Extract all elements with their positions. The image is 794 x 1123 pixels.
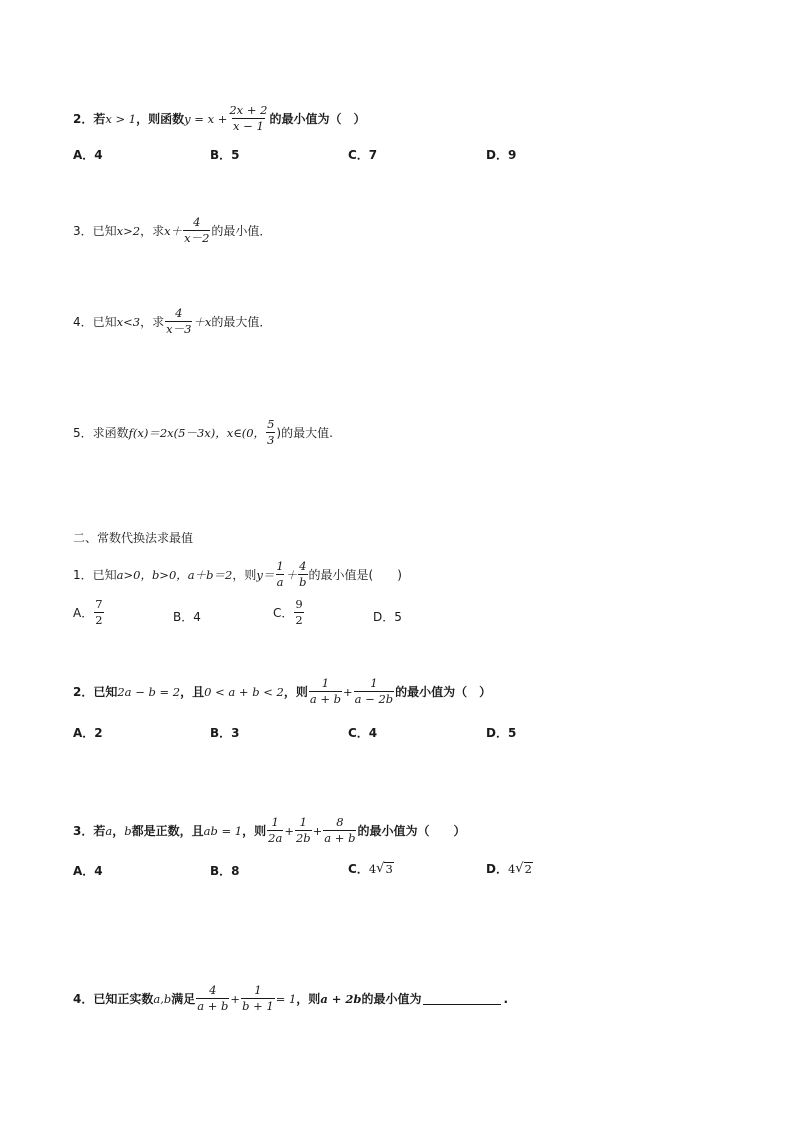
fraction-numerator: 4 (175, 306, 183, 320)
question-text: ，则 (232, 568, 257, 582)
fraction-denominator: x－3 (166, 322, 192, 336)
fraction-denominator: 2 (295, 613, 303, 627)
math-operator: + (284, 823, 294, 838)
math-variables: a,b (153, 991, 172, 1006)
question-text: ，则 (296, 992, 321, 1006)
radicand: 2 (524, 861, 532, 876)
fraction-denominator: 2a (268, 831, 283, 845)
math-operator: + (312, 823, 323, 838)
math-condition: 2a − b = 2 (117, 684, 181, 699)
fraction-numerator: 7 (95, 597, 103, 611)
fraction-denominator: x − 1 (233, 119, 264, 133)
answer-blank[interactable] (423, 992, 501, 1005)
fraction-denominator: a + b (324, 831, 356, 845)
option-c: C．7 (348, 148, 378, 162)
fraction-numerator: 2x + 2 (229, 103, 268, 117)
math-operator: + (230, 991, 241, 1006)
section2-question-2 (73, 677, 491, 706)
math-expression: x＋ (164, 223, 183, 238)
sqrt-icon: √ (376, 861, 385, 876)
question-text: 4．已知 (73, 315, 117, 329)
fraction-denominator: 2b (295, 831, 311, 845)
question-text: 5．求函数 (73, 426, 129, 440)
option-a: A．2 (73, 726, 103, 740)
math-equation: = 1 (275, 991, 297, 1006)
question-text: . (503, 991, 509, 1006)
math-interval: ，x∈(0， (215, 425, 266, 440)
math-function: f(x)＝2x(5－3x) (128, 425, 216, 440)
math-fraction (309, 677, 342, 706)
question-text: ，则 (283, 685, 308, 699)
fraction-denominator: 3 (267, 433, 275, 447)
fraction-numerator: 1 (370, 676, 378, 690)
option-c (273, 598, 305, 627)
math-fraction (354, 677, 394, 706)
question-text: ，则函数 (136, 112, 185, 126)
question-text: 的最小值． (211, 224, 272, 238)
math-expression: y＝ (256, 567, 275, 582)
fraction-numerator: 9 (295, 597, 303, 611)
math-condition: x<3 (116, 314, 141, 329)
math-fraction (295, 816, 312, 845)
section2-question-1 (73, 560, 402, 589)
fraction-numerator: 1 (321, 676, 330, 690)
question-3 (73, 216, 271, 245)
math-fraction (266, 418, 275, 447)
option-c (348, 860, 394, 877)
option-label: C． (348, 862, 369, 876)
question-text: 都是正数，且 (131, 824, 204, 838)
question-text: 的最小值为（ ） (357, 824, 466, 838)
fraction-numerator: 1 (276, 559, 284, 573)
option-a: A．4 (73, 148, 103, 162)
math-condition: x>2 (116, 223, 141, 238)
question-4 (73, 307, 271, 336)
question-text: ，且 (180, 685, 205, 699)
question-2 (73, 104, 365, 133)
fraction-denominator: a − 2b (354, 692, 394, 706)
fraction-numerator: 1 (299, 815, 307, 829)
question-text: 的最小值为（ ） (395, 685, 492, 699)
math-operator: ＋ (285, 567, 298, 582)
question-text: 的最小值是( ) (308, 568, 402, 582)
fraction-denominator: b + 1 (242, 999, 274, 1013)
math-condition: 0 < a + b < 2 (204, 684, 284, 699)
math-fraction (165, 307, 192, 336)
math-fraction (267, 816, 283, 845)
question-text: ，求 (140, 315, 165, 329)
option-d: D．5 (486, 726, 517, 740)
option-fraction (94, 598, 103, 627)
math-fraction (196, 984, 229, 1013)
math-condition: a>0，b>0，a＋b＝2 (116, 567, 233, 582)
math-variable: b (124, 823, 132, 838)
math-condition: x > 1 (105, 111, 137, 126)
question-text: )的最大值. (276, 426, 333, 440)
math-fraction (228, 104, 268, 133)
math-expression: a + 2b (320, 991, 362, 1006)
math-fraction (298, 560, 307, 589)
option-d: D．9 (486, 148, 517, 162)
question-text: 的最大值． (211, 315, 272, 329)
question-text: 1．已知 (73, 568, 117, 582)
math-variable: a (105, 823, 113, 838)
question-text: 满足 (171, 992, 196, 1006)
section2-question-3 (73, 816, 465, 845)
section-heading: 二、常数代换法求最值 (73, 531, 194, 545)
math-expression: ＋x (193, 314, 212, 329)
question-text: 3．已知 (73, 224, 117, 238)
fraction-numerator: 1 (254, 983, 262, 997)
fraction-numerator: 5 (267, 417, 275, 431)
question-text: 的最小值为（ ） (269, 112, 366, 126)
option-coefficient: 4 (368, 861, 377, 876)
option-fraction (294, 598, 303, 627)
math-function: y = x + (184, 111, 228, 126)
question-text: 2．已知 (73, 685, 118, 699)
question-text: 4．已知正实数 (73, 992, 154, 1006)
option-label: D． (486, 862, 508, 876)
fraction-denominator: 2 (95, 613, 103, 627)
option-b: B．8 (210, 864, 240, 878)
math-fraction (241, 984, 275, 1013)
fraction-numerator: 8 (336, 815, 344, 829)
fraction-numerator: 1 (271, 815, 279, 829)
math-condition: ab = 1 (203, 823, 243, 838)
question-text: ，则 (242, 824, 267, 838)
option-b: B．4 (173, 610, 201, 624)
option-coefficient: 4 (507, 861, 516, 876)
fraction-denominator: a (276, 575, 284, 589)
fraction-denominator: x－2 (184, 231, 210, 245)
question-5 (73, 418, 333, 447)
math-fraction (183, 216, 210, 245)
question-text: 3．若 (73, 824, 106, 838)
fraction-denominator: a + b (309, 692, 342, 706)
fraction-denominator: a + b (197, 999, 229, 1013)
sqrt-icon: √ (515, 861, 524, 876)
option-label: C． (273, 606, 294, 620)
question-text: 2．若 (73, 112, 106, 126)
option-b: B．3 (210, 726, 240, 740)
option-d: D．5 (373, 610, 402, 624)
section2-question-4 (73, 984, 508, 1013)
radicand: 3 (385, 861, 393, 876)
fraction-denominator: b (299, 575, 307, 589)
fraction-numerator: 4 (209, 983, 217, 997)
question-text: 的最小值为 (361, 992, 422, 1006)
option-c: C．4 (348, 726, 378, 740)
option-b: B．5 (210, 148, 240, 162)
option-a (73, 598, 105, 627)
fraction-numerator: 4 (299, 559, 307, 573)
fraction-numerator: 4 (193, 215, 201, 229)
option-label: A． (73, 606, 94, 620)
math-fraction (275, 560, 284, 589)
option-a: A．4 (73, 864, 103, 878)
option-d (486, 860, 533, 877)
question-text: ，求 (140, 224, 165, 238)
math-operator: + (343, 684, 353, 699)
question-text: ， (112, 824, 125, 838)
math-fraction (323, 816, 356, 845)
